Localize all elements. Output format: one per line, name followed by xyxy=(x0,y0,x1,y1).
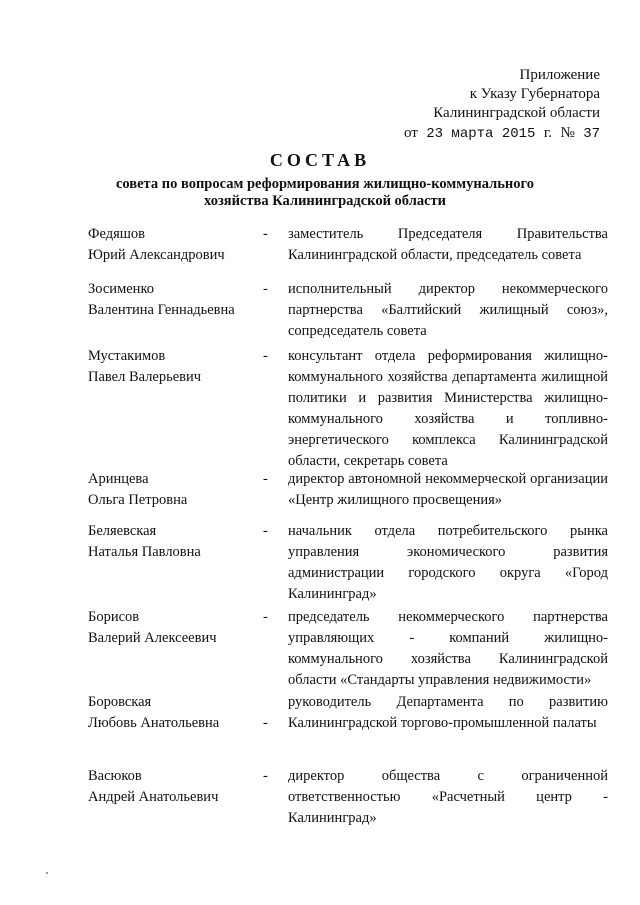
member-name xyxy=(88,346,258,388)
appendix-header xyxy=(370,66,600,144)
member-role: директор общества с ограниченной ответственностью «Расчетный центр - Калининград» xyxy=(288,768,608,826)
appendix-date-line xyxy=(370,124,600,144)
member-surname: Мустакимов xyxy=(88,348,166,364)
member-role: директор автономной некоммерческой организации «Центр жилищного просвещения» xyxy=(288,471,608,508)
member-name xyxy=(88,607,258,649)
member-surname: Васюков xyxy=(88,768,142,784)
appendix-line-2: к Указу Губернатора xyxy=(469,86,600,102)
member-surname: Борисов xyxy=(88,609,140,625)
member-name xyxy=(88,469,258,511)
member-role: руководитель Департамента по развитию Калининградской торгово-промышленной палаты xyxy=(288,694,608,731)
member-dash: - xyxy=(263,609,268,625)
member-surname: Зосименко xyxy=(88,281,155,297)
member-dash: - xyxy=(263,523,268,539)
number-sign: № xyxy=(560,125,575,141)
date-value: 23 марта 2015 xyxy=(426,126,536,142)
member-surname: Федяшов xyxy=(88,226,146,242)
member-name xyxy=(88,692,258,734)
member-given-names: Валерий Алексеевич xyxy=(88,630,217,646)
member-role: консультант отдела реформирования жилищно-коммунального хозяйства департамента жилищной политики и развития Министерства жилищно-коммунального хозяйства и топливно-энергетического комплекса Калининградской области, секретарь совета xyxy=(288,348,608,469)
document-title: СОСТАВ xyxy=(269,150,371,170)
decree-number: 37 xyxy=(583,126,600,142)
member-name xyxy=(88,521,258,563)
member-dash: - xyxy=(263,768,268,784)
member-role: исполнительный директор некоммерческого партнерства «Балтийский жилищный союз», сопредседатель совета xyxy=(288,281,608,339)
date-prefix: от xyxy=(403,125,418,141)
member-given-names: Ольга Петровна xyxy=(88,492,188,508)
member-name xyxy=(88,224,258,266)
member-given-names: Павел Валерьевич xyxy=(88,369,202,385)
member-surname: Боровская xyxy=(88,694,152,710)
member-given-names: Андрей Анатольевич xyxy=(88,789,219,805)
member-name xyxy=(88,279,258,321)
appendix-line-3: Калининградской области xyxy=(433,105,600,121)
member-role: начальник отдела потребительского рынка управления экономического развития администрации городского округа «Город Калининград» xyxy=(288,523,608,602)
member-given-names: Юрий Александрович xyxy=(88,247,225,263)
member-dash: - xyxy=(263,348,268,364)
scan-speck xyxy=(46,872,48,874)
member-given-names: Валентина Геннадьевна xyxy=(88,302,235,318)
member-role: заместитель Председателя Правительства Калининградской области, председатель совета xyxy=(288,226,608,263)
member-dash: - xyxy=(263,281,268,297)
member-dash: - xyxy=(263,471,268,487)
date-year-suffix: г. xyxy=(543,125,553,141)
appendix-line-1: Приложение xyxy=(519,67,600,83)
member-given-names: Наталья Павловна xyxy=(88,544,201,560)
member-surname: Аринцева xyxy=(88,471,149,487)
document-subtitle: совета по вопросам реформирования жилищно-коммунального хозяйства Калининградской области xyxy=(115,176,535,209)
member-dash: - xyxy=(263,715,268,731)
member-dash: - xyxy=(263,226,268,242)
member-surname: Беляевская xyxy=(88,523,157,539)
member-given-names: Любовь Анатольевна xyxy=(88,715,220,731)
member-name xyxy=(88,766,258,808)
member-role: председатель некоммерческого партнерства управляющих - компаний жилищно-коммунального хозяйства Калининградской области «Стандарты управления недвижимости» xyxy=(288,609,608,688)
